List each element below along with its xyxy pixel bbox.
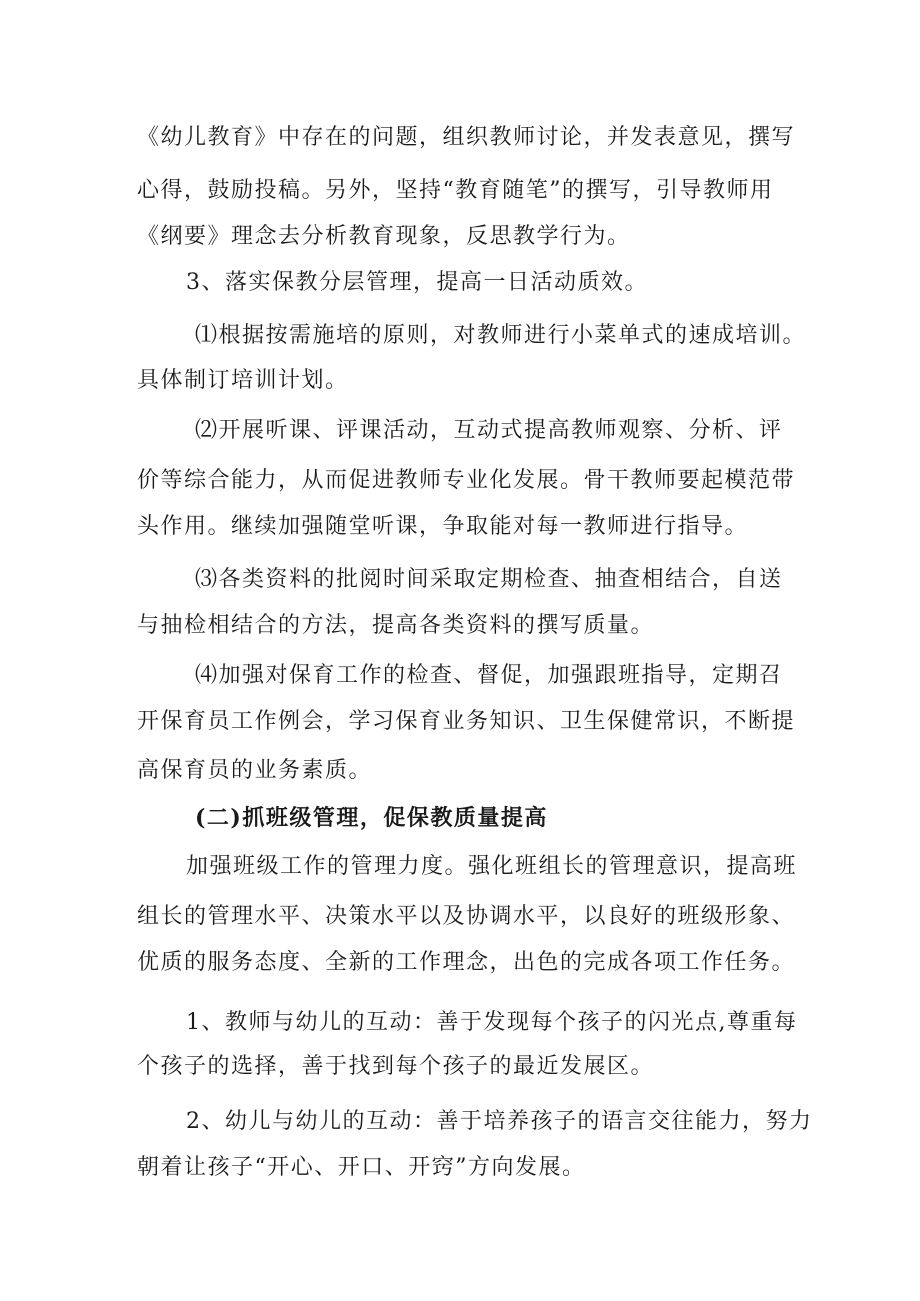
paragraph-line: 《纲要》理念去分析教育现象，反思教学行为。 <box>137 224 631 249</box>
paragraph-line: 组长的管理水平、决策水平以及协调水平，以良好的班级形象、 <box>137 904 796 929</box>
paragraph-line: 高保育员的业务素质。 <box>137 758 373 783</box>
paragraph-line: 开保育员工作例会，学习保育业务知识、卫生保健常识，不断提 <box>137 709 796 734</box>
section-item-heading: 3、落实保教分层管理，提高一日活动质效。 <box>186 270 648 295</box>
paragraph-line: ⑵开展听课、评课活动，互动式提高教师观察、分析、评 <box>195 418 783 443</box>
paragraph-line: 与抽检相结合的方法，提高各类资料的撰写质量。 <box>137 613 655 638</box>
paragraph-line: 价等综合能力，从而促进教师专业化发展。骨干教师要起模范带 <box>137 468 796 493</box>
paragraph-line: 心得，鼓励投稿。另外，坚持“教育随笔”的撰写，引导教师用 <box>137 178 774 203</box>
paragraph-line: 具体制订培训计划。 <box>137 368 349 393</box>
paragraph-line: 个孩子的选择，善于找到每个孩子的最近发展区。 <box>137 1054 655 1079</box>
paragraph-line: 1、教师与幼儿的互动：善于发现每个孩子的闪光点,尊重每 <box>186 1010 798 1035</box>
paragraph-line: 2、幼儿与幼儿的互动：善于培养孩子的语言交往能力，努力 <box>186 1109 813 1134</box>
section-heading: (二)抓班级管理，促保教质量提高 <box>195 805 548 831</box>
paragraph-line: 《幼儿教育》中存在的问题，组织教师讨论，并发表意见，撰写 <box>137 125 796 150</box>
paragraph-line: ⑶各类资料的批阅时间采取定期检查、抽查相结合，自送 <box>195 567 783 592</box>
paragraph-line: 朝着让孩子“开心、开口、开窍”方向发展。 <box>137 1155 586 1180</box>
paragraph-line: ⑴根据按需施培的原则，对教师进行小菜单式的速成培训。 <box>195 323 807 348</box>
paragraph-line: ⑷加强对保育工作的检查、督促，加强跟班指导，定期召 <box>195 663 783 688</box>
paragraph-line: 加强班级工作的管理力度。强化班组长的管理意识，提高班 <box>186 854 798 879</box>
paragraph-line: 头作用。继续加强随堂听课，争取能对每一教师进行指导。 <box>137 514 749 539</box>
paragraph-line: 优质的服务态度、全新的工作理念，出色的完成各项工作任务。 <box>137 950 796 975</box>
